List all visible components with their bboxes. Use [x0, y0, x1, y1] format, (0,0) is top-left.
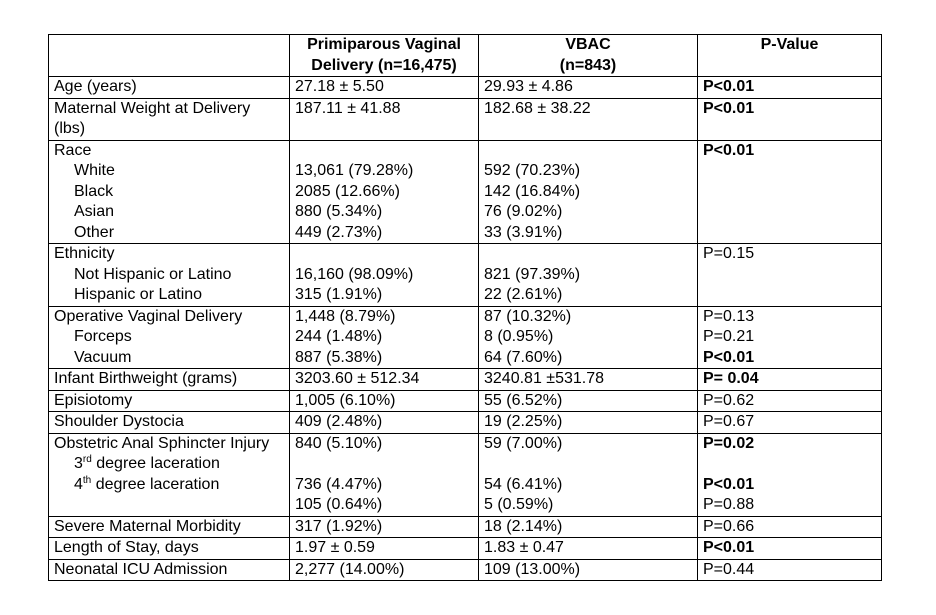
row-p-value [698, 538, 882, 560]
cell-value: 22 (2.61%) [484, 286, 563, 303]
cell-value: 59 (7.00%) [484, 434, 563, 452]
row-vbac [479, 244, 698, 307]
cell-value: 87 (10.32%) [484, 307, 572, 325]
cell-value: 13,061 (79.28%) [295, 162, 414, 179]
row-label-text: Shoulder Dystocia [54, 413, 184, 430]
cell-value: 1.83 ± 0.47 [484, 539, 564, 556]
table-row [49, 244, 882, 307]
row-label [49, 538, 290, 560]
header-vbac-line2: (n=843) [559, 56, 617, 74]
table-row [49, 390, 882, 412]
header-vbac-line1: VBAC [565, 36, 611, 53]
row-vbac [479, 538, 698, 560]
cell-value: 1,448 (8.79%) [295, 307, 396, 325]
sub-label: Other [74, 223, 115, 241]
sub-label: Not Hispanic or Latino [74, 265, 232, 283]
row-primiparous [290, 306, 479, 369]
cell-value: 5 (0.59%) [484, 496, 554, 513]
spacer [295, 454, 473, 475]
row-vbac [479, 77, 698, 99]
row-label-text: Maternal Weight at Delivery (lbs) [54, 99, 251, 137]
row-vbac [479, 369, 698, 391]
row-p-value [698, 516, 882, 538]
spacer [484, 244, 692, 265]
sub-label: Black [74, 182, 114, 200]
row-label-text: Episiotomy [54, 391, 133, 409]
sub-label: Forceps [74, 328, 132, 345]
cell-value: 1.97 ± 0.59 [295, 539, 375, 556]
p-value: P<0.01 [703, 99, 755, 117]
cell-value: 244 (1.48%) [295, 328, 383, 345]
p-value: P<0.01 [703, 539, 755, 556]
p-value: P<0.01 [703, 348, 755, 366]
row-primiparous [290, 98, 479, 140]
p-value: P=0.66 [703, 517, 755, 535]
cell-value: 1,005 (6.10%) [295, 391, 396, 409]
sub-label: Hispanic or Latino [74, 286, 203, 303]
p-value: P=0.44 [703, 560, 755, 578]
spacer [295, 244, 473, 265]
cell-value: 187.11 ± 41.88 [295, 99, 401, 117]
p-value: P=0.21 [703, 328, 755, 345]
row-label [49, 516, 290, 538]
row-p-value [698, 369, 882, 391]
cell-value: 54 (6.41%) [484, 475, 563, 493]
row-vbac [479, 98, 698, 140]
cell-value: 55 (6.52%) [484, 391, 563, 409]
header-p-value [698, 35, 882, 77]
cell-value: 8 (0.95%) [484, 328, 554, 345]
cell-value: 409 (2.48%) [295, 413, 383, 430]
cell-value: 76 (9.02%) [484, 203, 563, 220]
row-vbac [479, 412, 698, 434]
row-vbac [479, 306, 698, 369]
p-value: P= 0.04 [703, 370, 759, 387]
cell-value: 592 (70.23%) [484, 162, 581, 179]
cell-value: 3203.60 ± 512.34 [295, 370, 420, 387]
cell-value: 109 (13.00%) [484, 560, 581, 578]
row-label-text: Race [54, 141, 92, 159]
row-label-text: Ethnicity [54, 245, 115, 262]
comparison-table [48, 34, 882, 581]
p-value: P<0.01 [703, 141, 755, 159]
cell-value: 449 (2.73%) [295, 223, 383, 241]
p-value: P=0.67 [703, 413, 755, 430]
spacer [295, 141, 473, 162]
cell-value: 2085 (12.66%) [295, 182, 400, 200]
sub-label-ordinal: rd [82, 454, 92, 465]
row-p-value [698, 559, 882, 581]
row-vbac [479, 140, 698, 244]
p-value: P<0.01 [703, 78, 755, 95]
row-p-value [698, 306, 882, 369]
row-primiparous [290, 140, 479, 244]
p-value: P=0.88 [703, 496, 755, 513]
cell-value: 33 (3.91%) [484, 223, 563, 241]
cell-value: 16,160 (98.09%) [295, 265, 414, 283]
p-value: P<0.01 [703, 475, 755, 493]
row-label-text: Operative Vaginal Delivery [54, 307, 243, 325]
row-label [49, 306, 290, 369]
table-row [49, 140, 882, 244]
row-label-text: Neonatal ICU Admission [54, 560, 228, 578]
row-p-value [698, 98, 882, 140]
cell-value: 887 (5.38%) [295, 348, 383, 366]
p-value: P=0.15 [703, 245, 755, 262]
spacer [703, 454, 876, 475]
header-row [49, 35, 882, 77]
row-vbac [479, 559, 698, 581]
cell-value: 821 (97.39%) [484, 265, 581, 283]
cell-value: 315 (1.91%) [295, 286, 383, 303]
row-label [49, 77, 290, 99]
sub-label [54, 475, 284, 496]
row-primiparous [290, 538, 479, 560]
row-p-value [698, 77, 882, 99]
spacer [484, 454, 692, 475]
sub-label-number: 3 [74, 455, 83, 472]
row-p-value [698, 244, 882, 307]
row-label-text: Age (years) [54, 78, 137, 95]
row-label [49, 390, 290, 412]
table-row [49, 306, 882, 369]
row-label [49, 244, 290, 307]
row-primiparous [290, 412, 479, 434]
cell-value: 27.18 ± 5.50 [295, 78, 384, 95]
header-primiparous [290, 35, 479, 77]
cell-value: 840 (5.10%) [295, 434, 383, 452]
row-primiparous [290, 433, 479, 516]
sub-label: White [74, 162, 115, 179]
row-label [49, 98, 290, 140]
cell-value: 736 (4.47%) [295, 475, 383, 493]
cell-value: 182.68 ± 38.22 [484, 99, 591, 117]
sub-label-ordinal: th [82, 474, 92, 486]
sub-label-rest: degree laceration [91, 455, 220, 472]
sub-label-number: 4 [74, 475, 83, 493]
row-vbac [479, 433, 698, 516]
row-label-text: Length of Stay, days [54, 539, 199, 556]
header-blank [49, 35, 290, 77]
row-primiparous [290, 390, 479, 412]
row-vbac [479, 390, 698, 412]
cell-value: 105 (0.64%) [295, 496, 383, 513]
row-primiparous [290, 77, 479, 99]
header-primiparous-line1: Primiparous Vaginal [307, 36, 461, 53]
row-label-text: Severe Maternal Morbidity [54, 517, 241, 535]
row-label [49, 433, 290, 516]
p-value: P=0.13 [703, 307, 755, 325]
row-p-value [698, 412, 882, 434]
table-row [49, 77, 882, 99]
header-p-value-label: P-Value [760, 36, 819, 53]
p-value: P=0.02 [703, 434, 755, 452]
row-label-text: Infant Birthweight (grams) [54, 370, 238, 387]
cell-value: 18 (2.14%) [484, 517, 563, 535]
row-label [49, 412, 290, 434]
cell-value: 29.93 ± 4.86 [484, 78, 573, 95]
row-p-value [698, 390, 882, 412]
sub-label: Vacuum [74, 348, 132, 366]
table-row [49, 369, 882, 391]
table-row [49, 412, 882, 434]
cell-value: 2,277 (14.00%) [295, 560, 405, 578]
table-row [49, 559, 882, 581]
cell-value: 317 (1.92%) [295, 517, 383, 535]
row-p-value [698, 140, 882, 244]
table-row [49, 433, 882, 516]
row-p-value [698, 433, 882, 516]
sub-label-rest: degree laceration [91, 475, 220, 493]
sub-label [54, 454, 284, 475]
row-label [49, 140, 290, 244]
row-primiparous [290, 516, 479, 538]
sub-label: Asian [74, 203, 115, 220]
p-value: P=0.62 [703, 391, 755, 409]
cell-value: 142 (16.84%) [484, 182, 581, 200]
table-row [49, 98, 882, 140]
header-vbac [479, 35, 698, 77]
row-vbac [479, 516, 698, 538]
row-primiparous [290, 559, 479, 581]
cell-value: 64 (7.60%) [484, 348, 563, 366]
row-primiparous [290, 244, 479, 307]
row-label [49, 559, 290, 581]
row-label [49, 369, 290, 391]
table-row [49, 516, 882, 538]
table-row [49, 538, 882, 560]
cell-value: 880 (5.34%) [295, 203, 383, 220]
spacer [484, 141, 692, 162]
cell-value: 3240.81 ±531.78 [484, 370, 604, 387]
cell-value: 19 (2.25%) [484, 413, 563, 430]
row-label-text: Obstetric Anal Sphincter Injury [54, 434, 270, 452]
header-primiparous-line2: Delivery (n=16,475) [311, 56, 457, 74]
row-primiparous [290, 369, 479, 391]
